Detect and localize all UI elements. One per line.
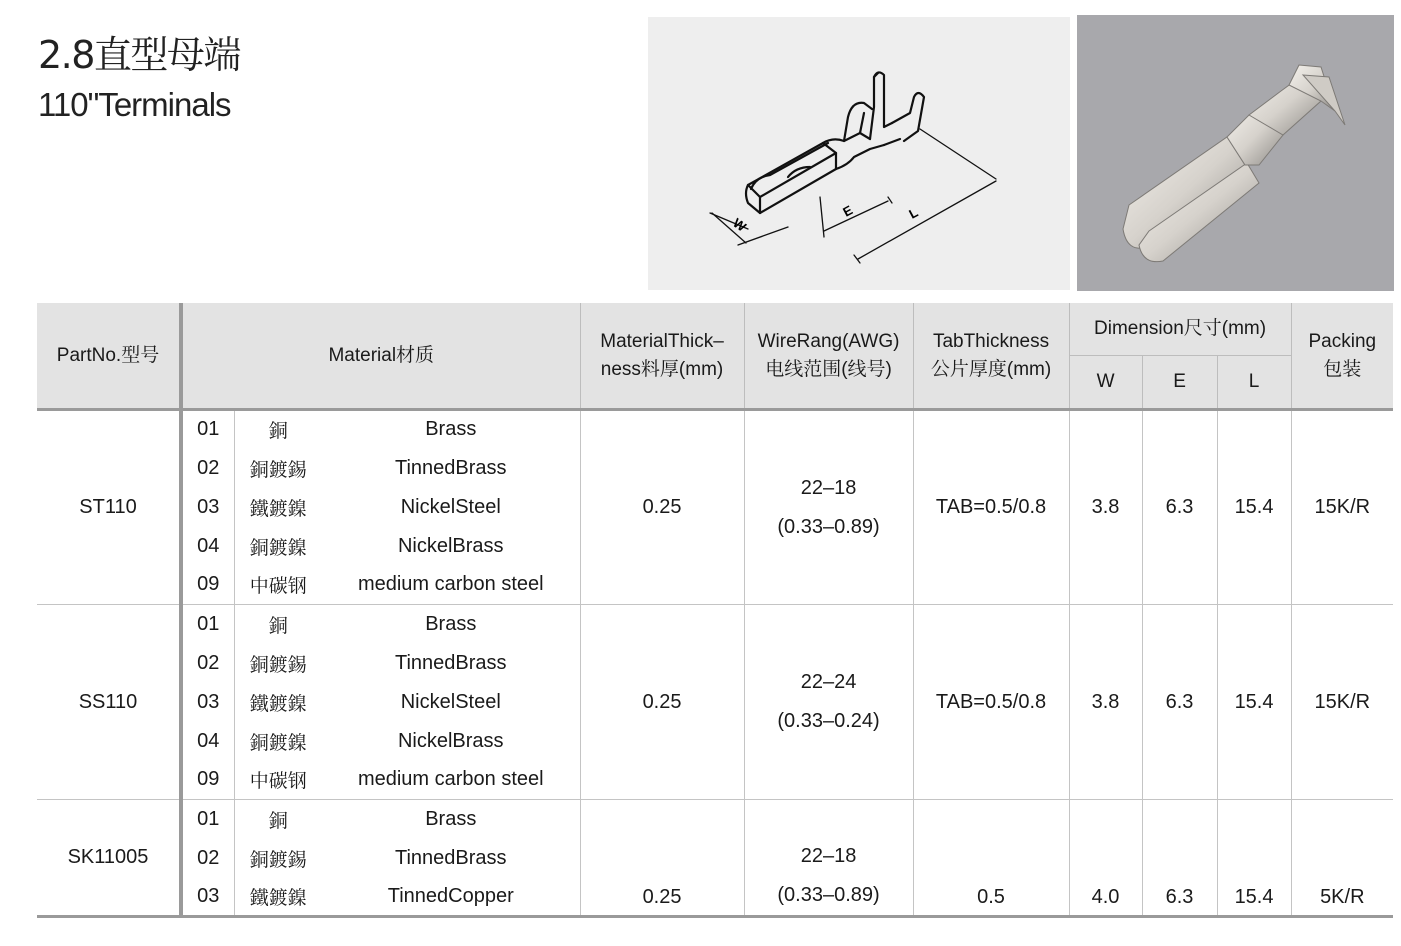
- material-en: Brass: [322, 410, 580, 449]
- header-packing-line2: 包装: [1323, 358, 1362, 380]
- material-en: NickelBrass: [322, 722, 580, 761]
- header-dim-w: W: [1069, 356, 1142, 410]
- page-title-cn: 2.8直型母端: [38, 33, 240, 77]
- material-cn: 鐵鍍鎳: [249, 886, 307, 909]
- material-thickness: 0.25: [580, 605, 744, 800]
- material-cn: 銅鍍鎳: [249, 731, 307, 754]
- material-cn: 鐵鍍鎳: [249, 692, 307, 715]
- material-en: NickelSteel: [322, 683, 580, 722]
- header-wire-line1: WireRang(AWG): [757, 330, 900, 352]
- header-packing: [1291, 303, 1393, 410]
- material-code: 04: [181, 527, 234, 566]
- material-cn: 中碳钢: [249, 770, 307, 793]
- material-thickness: 0.25: [580, 800, 744, 917]
- dim-label-w: W: [730, 215, 749, 235]
- material-en: NickelBrass: [322, 527, 580, 566]
- terminal-dimension-drawing: [648, 17, 1070, 290]
- material-cn: 鐵鍍鎳: [249, 497, 307, 520]
- packing-value: 15K/R: [1314, 690, 1371, 713]
- header-dim-l: L: [1217, 356, 1291, 410]
- header-wire-range: [744, 303, 913, 410]
- material-cn: 銅: [268, 809, 288, 832]
- table-row: [37, 605, 1393, 644]
- page-title-en: 110"Terminals: [38, 86, 231, 123]
- header-packing-line1: Packing: [1308, 330, 1377, 352]
- material-cn: 銅鍍鎳: [249, 536, 307, 559]
- header-material: Material材质: [181, 303, 580, 410]
- material-code: 02: [181, 839, 234, 878]
- tab-thickness: TAB=0.5/0.8: [913, 410, 1069, 605]
- material-en: TinnedBrass: [322, 644, 580, 683]
- dim-label-e: E: [840, 202, 856, 220]
- material-cn: 銅: [268, 420, 288, 443]
- material-en: TinnedBrass: [322, 839, 580, 878]
- dim-e-value: 6.3: [1142, 410, 1217, 605]
- material-cn: 銅鍍錫: [249, 848, 307, 871]
- material-thickness: 0.25: [580, 410, 744, 605]
- wire-range: [744, 605, 913, 800]
- part-group-sk11005: [37, 800, 1393, 917]
- material-code: 09: [181, 566, 234, 605]
- dim-w-value: 3.8: [1069, 605, 1142, 800]
- header-thickness-line2: ness料厚(mm): [600, 358, 724, 380]
- dim-l-value: 15.4: [1217, 605, 1291, 800]
- header-tab-thickness: [913, 303, 1069, 410]
- terminal-product-photo: [1077, 15, 1394, 291]
- wire-range-mm: (0.33–0.89): [777, 515, 880, 538]
- material-cn: 銅鍍錫: [249, 458, 307, 481]
- header-dimension: Dimension尺寸(mm): [1069, 303, 1291, 356]
- material-code: 04: [181, 722, 234, 761]
- part-group-ss110: [37, 605, 1393, 800]
- header-tab-line1: TabThickness: [932, 330, 1050, 352]
- packing-value: 5K/R: [1320, 886, 1365, 908]
- part-group-st110: [37, 410, 1393, 605]
- header-tab-line2: 公片厚度(mm): [930, 358, 1052, 380]
- dim-w-value: 3.8: [1069, 410, 1142, 605]
- wire-range-mm: (0.33–0.24): [777, 710, 880, 732]
- part-number: SS110: [37, 605, 181, 800]
- material-code: 09: [181, 761, 234, 800]
- tab-thickness: TAB=0.5/0.8: [913, 605, 1069, 800]
- wire-range-awg: 22–18: [800, 476, 857, 499]
- material-cn: 銅鍍錫: [249, 653, 307, 676]
- table-row: [37, 800, 1393, 839]
- dim-w-value: 4.0: [1069, 800, 1142, 917]
- header-part-no: PartNo.型号: [37, 303, 181, 410]
- material-cn: 中碳钢: [249, 575, 307, 598]
- material-code: 03: [181, 878, 234, 917]
- material-en: Brass: [322, 605, 580, 644]
- material-en: TinnedBrass: [322, 449, 580, 488]
- dim-e-value: 6.3: [1142, 605, 1217, 800]
- wire-range-mm: (0.33–0.89): [777, 884, 880, 906]
- header-dim-e: E: [1142, 356, 1217, 410]
- header-thickness-line1: MaterialThick–: [600, 330, 724, 352]
- material-code: 02: [181, 449, 234, 488]
- dim-l-value: 15.4: [1217, 410, 1291, 605]
- terminal-line-drawing: [648, 17, 1070, 290]
- tab-thickness: 0.5: [913, 800, 1069, 917]
- part-number: SK11005: [37, 800, 181, 917]
- material-en: medium carbon steel: [322, 761, 580, 800]
- material-en: TinnedCopper: [322, 878, 580, 917]
- header-wire-line2: 电线范围(线号): [765, 358, 892, 380]
- wire-range-awg: 22–18: [800, 845, 857, 867]
- wire-range-awg: 22–24: [800, 671, 857, 693]
- material-cn: 銅: [268, 614, 288, 637]
- material-code: 03: [181, 488, 234, 527]
- material-code: 01: [181, 800, 234, 839]
- part-number: ST110: [37, 410, 181, 605]
- material-code: 03: [181, 683, 234, 722]
- wire-range: [744, 410, 913, 605]
- wire-range: [744, 800, 913, 917]
- material-code: 01: [181, 605, 234, 644]
- dim-e-value: 6.3: [1142, 800, 1217, 917]
- material-en: Brass: [322, 800, 580, 839]
- dim-label-l: L: [906, 204, 921, 222]
- terminal-photo-render: [1077, 15, 1394, 291]
- header-thickness: [580, 303, 744, 410]
- material-en: medium carbon steel: [322, 566, 580, 605]
- material-code: 02: [181, 644, 234, 683]
- spec-table: [37, 303, 1393, 918]
- table-row: [37, 410, 1393, 449]
- material-en: NickelSteel: [322, 488, 580, 527]
- material-code: 01: [181, 410, 234, 449]
- packing-value: 15K/R: [1314, 496, 1371, 518]
- dim-l-value: 15.4: [1217, 800, 1291, 917]
